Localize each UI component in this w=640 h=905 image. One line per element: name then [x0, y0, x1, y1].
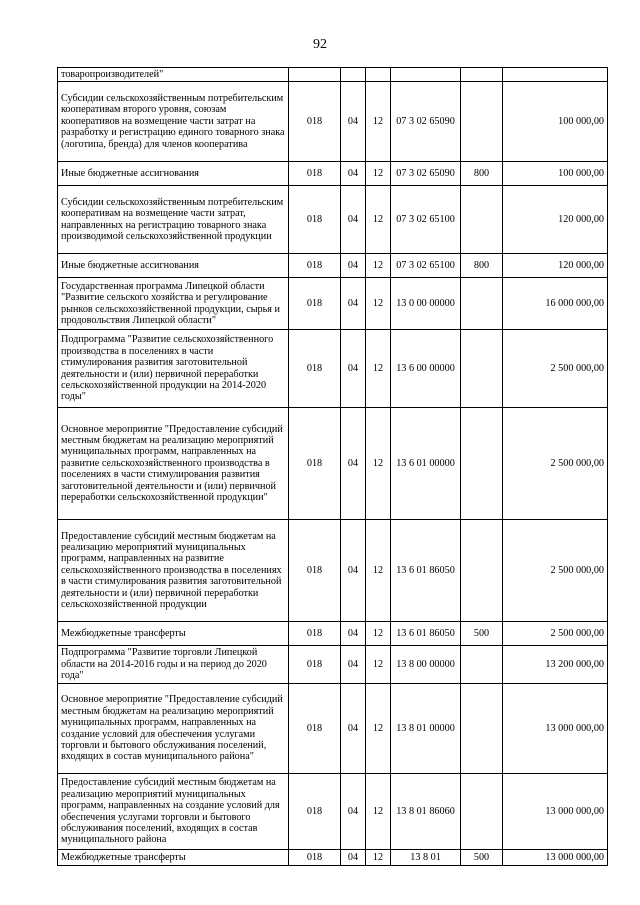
- page-number: 92: [313, 37, 327, 52]
- row-cs: 13 6 00 00000: [391, 330, 461, 408]
- table-row: [58, 186, 608, 254]
- row-pr: 12: [366, 186, 391, 254]
- row-sum: 120 000,00: [503, 186, 608, 254]
- row-name: товаропроизводителей": [58, 68, 289, 82]
- row-rz: 04: [341, 684, 366, 774]
- row-rz: 04: [341, 520, 366, 622]
- row-sum: 2 500 000,00: [503, 330, 608, 408]
- row-sum: 13 000 000,00: [503, 684, 608, 774]
- row-gr: 018: [289, 408, 341, 520]
- row-sum: [503, 68, 608, 82]
- table-row: [58, 68, 608, 82]
- row-rz: 04: [341, 162, 366, 186]
- row-vr: 800: [461, 162, 503, 186]
- row-cs: 13 6 01 00000: [391, 408, 461, 520]
- row-name: Подпрограмма "Развитие сельскохозяйственного производства в поселениях в части стимулирования развития заготовительной деятельности и (или) первичной переработки сельскохозяйственной продукции на 2014-2020 годы": [58, 330, 289, 408]
- budget-table: [57, 67, 608, 866]
- row-cs: 07 3 02 65100: [391, 254, 461, 278]
- row-cs: 07 3 02 65090: [391, 82, 461, 162]
- row-rz: [341, 68, 366, 82]
- row-cs: 13 8 01 00000: [391, 684, 461, 774]
- row-sum: 2 500 000,00: [503, 408, 608, 520]
- row-sum: 100 000,00: [503, 162, 608, 186]
- row-gr: 018: [289, 278, 341, 330]
- row-sum: 2 500 000,00: [503, 622, 608, 646]
- row-name: Предоставление субсидий местным бюджетам на реализацию мероприятий муниципальных программ, направленных на развитие сельскохозяйственного производства в поселениях в части стимулирования развития заготовительной деятельности и (или) первичной переработки сельскохозяйственной продукции: [58, 520, 289, 622]
- row-gr: 018: [289, 622, 341, 646]
- row-name: Основное мероприятие "Предоставление субсидий местным бюджетам на реализацию мероприятий муниципальных программ, направленных на создание условий для обеспечения услугами торговли и бытового обслуживания поселений, входящих в состав муниципального района": [58, 684, 289, 774]
- row-rz: 04: [341, 850, 366, 866]
- row-vr: 500: [461, 850, 503, 866]
- row-name: Подпрограмма "Развитие торговли Липецкой области на 2014-2016 годы и на период до 2020 года": [58, 646, 289, 684]
- row-vr: [461, 520, 503, 622]
- table-row: [58, 330, 608, 408]
- row-gr: 018: [289, 774, 341, 850]
- table-row: [58, 278, 608, 330]
- row-cs: 13 8 01 86060: [391, 774, 461, 850]
- row-name: Субсидии сельскохозяйственным потребительским кооперативам второго уровня, союзам кооперативов на возмещение части затрат на разработку и регистрацию единого товарного знака (логотипа, бренда) для членов кооператива: [58, 82, 289, 162]
- budget-table-body: [58, 68, 608, 866]
- row-rz: 04: [341, 646, 366, 684]
- row-gr: 018: [289, 646, 341, 684]
- row-vr: [461, 82, 503, 162]
- table-row: [58, 684, 608, 774]
- row-vr: [461, 774, 503, 850]
- row-gr: 018: [289, 254, 341, 278]
- row-cs: 13 6 01 86050: [391, 520, 461, 622]
- table-row: [58, 622, 608, 646]
- row-name: Иные бюджетные ассигнования: [58, 162, 289, 186]
- row-vr: 500: [461, 622, 503, 646]
- row-pr: 12: [366, 278, 391, 330]
- table-row: [58, 408, 608, 520]
- row-sum: 13 000 000,00: [503, 774, 608, 850]
- row-vr: [461, 330, 503, 408]
- row-gr: 018: [289, 162, 341, 186]
- row-cs: 13 0 00 00000: [391, 278, 461, 330]
- table-row: [58, 520, 608, 622]
- row-vr: [461, 646, 503, 684]
- row-gr: [289, 68, 341, 82]
- row-name: Иные бюджетные ассигнования: [58, 254, 289, 278]
- row-gr: 018: [289, 330, 341, 408]
- row-vr: [461, 186, 503, 254]
- row-name: Межбюджетные трансферты: [58, 850, 289, 866]
- row-cs: 13 8 01: [391, 850, 461, 866]
- row-gr: 018: [289, 684, 341, 774]
- row-rz: 04: [341, 774, 366, 850]
- row-name: Государственная программа Липецкой области "Развитие сельского хозяйства и регулирование рынков сельскохозяйственной продукции, сырья и продовольствия Липецкой области": [58, 278, 289, 330]
- row-sum: 16 000 000,00: [503, 278, 608, 330]
- row-pr: 12: [366, 646, 391, 684]
- row-rz: 04: [341, 408, 366, 520]
- row-rz: 04: [341, 186, 366, 254]
- row-cs: 13 8 00 00000: [391, 646, 461, 684]
- row-name: Субсидии сельскохозяйственным потребительским кооперативам на возмещение части затрат, направленных на регистрацию товарного знака производимой сельскохозяйственной продукции: [58, 186, 289, 254]
- row-pr: 12: [366, 408, 391, 520]
- row-pr: 12: [366, 774, 391, 850]
- row-sum: 120 000,00: [503, 254, 608, 278]
- row-cs: [391, 68, 461, 82]
- row-pr: 12: [366, 254, 391, 278]
- table-row: [58, 774, 608, 850]
- table-row: [58, 82, 608, 162]
- row-name: Предоставление субсидий местным бюджетам на реализацию мероприятий муниципальных программ, направленных на создание условий для обеспечения услугами торговли и бытового обслуживания поселений, входящих в состав муниципального района: [58, 774, 289, 850]
- row-gr: 018: [289, 82, 341, 162]
- row-rz: 04: [341, 330, 366, 408]
- table-row: [58, 162, 608, 186]
- row-gr: 018: [289, 850, 341, 866]
- row-name: Межбюджетные трансферты: [58, 622, 289, 646]
- row-cs: 13 6 01 86050: [391, 622, 461, 646]
- row-rz: 04: [341, 82, 366, 162]
- row-pr: 12: [366, 622, 391, 646]
- row-pr: 12: [366, 684, 391, 774]
- row-cs: 07 3 02 65100: [391, 186, 461, 254]
- row-rz: 04: [341, 622, 366, 646]
- row-pr: [366, 68, 391, 82]
- row-pr: 12: [366, 82, 391, 162]
- row-vr: [461, 684, 503, 774]
- table-row: [58, 850, 608, 866]
- row-sum: 13 200 000,00: [503, 646, 608, 684]
- row-pr: 12: [366, 162, 391, 186]
- row-name: Основное мероприятие "Предоставление субсидий местным бюджетам на реализацию мероприятий муниципальных программ, направленных на развитие сельскохозяйственного производства в поселениях в части стимулирования развития заготовительной деятельности и (или) первичной переработки сельскохозяйственной продукции": [58, 408, 289, 520]
- row-sum: 100 000,00: [503, 82, 608, 162]
- row-pr: 12: [366, 850, 391, 866]
- row-sum: 2 500 000,00: [503, 520, 608, 622]
- table-row: [58, 646, 608, 684]
- table-row: [58, 254, 608, 278]
- row-rz: 04: [341, 278, 366, 330]
- row-vr: [461, 68, 503, 82]
- row-vr: 800: [461, 254, 503, 278]
- row-vr: [461, 278, 503, 330]
- row-rz: 04: [341, 254, 366, 278]
- row-sum: 13 000 000,00: [503, 850, 608, 866]
- row-gr: 018: [289, 520, 341, 622]
- row-pr: 12: [366, 520, 391, 622]
- row-vr: [461, 408, 503, 520]
- row-cs: 07 3 02 65090: [391, 162, 461, 186]
- row-gr: 018: [289, 186, 341, 254]
- row-pr: 12: [366, 330, 391, 408]
